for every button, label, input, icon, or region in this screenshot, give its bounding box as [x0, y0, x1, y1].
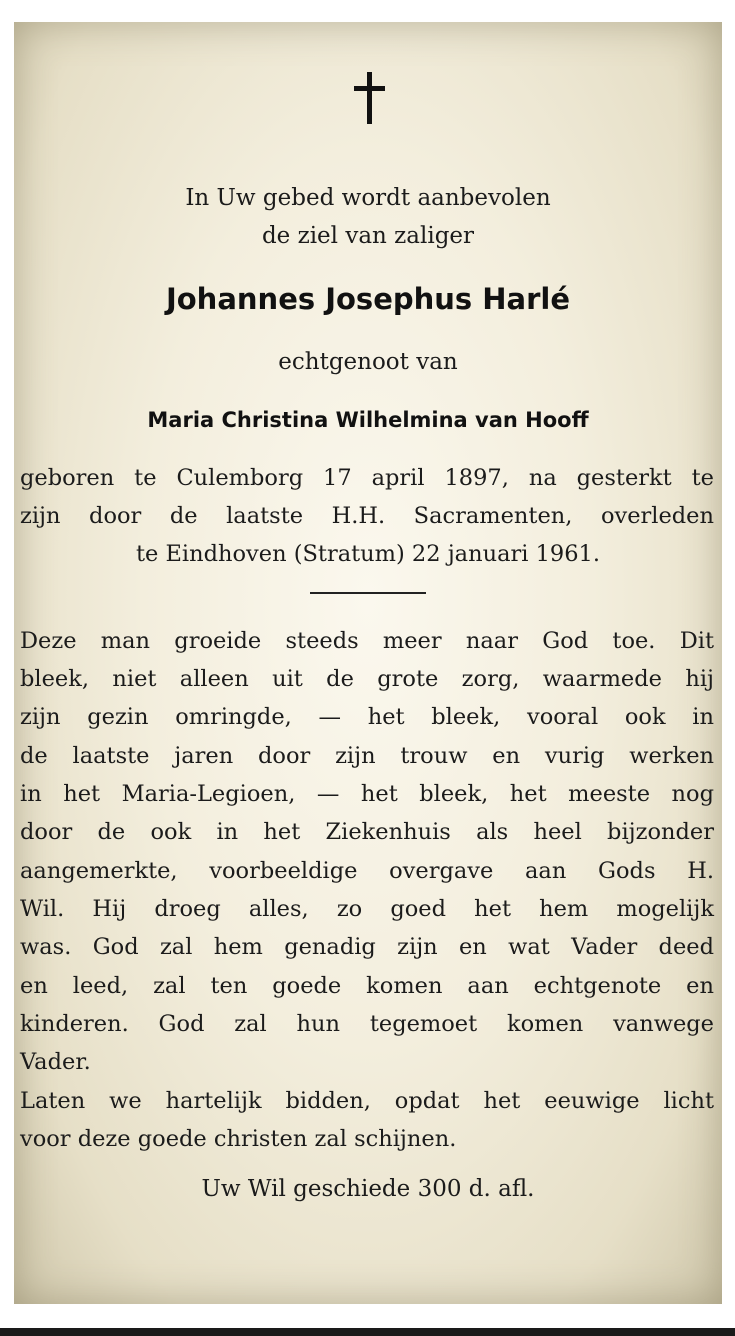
birth-death-line-1: geboren te Culemborg 17 april 1897, na gesterkt te	[20, 465, 714, 491]
cross-horizontal-bar	[354, 86, 385, 91]
text-line-4: de laatste jaren door zijn trouw en vurig werken	[20, 743, 714, 769]
spouse-name: Maria Christina Wilhelmina van Hooff	[147, 408, 589, 432]
text-line-1: Deze man groeide steeds meer naar God toe. Dit	[20, 628, 714, 654]
text-line-9: was. God zal hem genadig zijn en wat Vader deed	[20, 934, 714, 960]
closing-line: Uw Wil geschiede 300 d. afl.	[201, 1176, 535, 1202]
text-line-14: voor deze goede christen zal schijnen.	[20, 1126, 457, 1152]
intro-line-1: In Uw gebed wordt aanbevolen	[185, 185, 551, 211]
text-line-3: zijn gezin omringde, — het bleek, vooral ook in	[20, 704, 714, 730]
birth-death-line-2: zijn door de laatste H.H. Sacramenten, overleden	[20, 503, 714, 529]
text-line-5: in het Maria-Legioen, — het bleek, het meeste nog	[20, 781, 714, 807]
bottom-edge	[0, 1328, 735, 1336]
cross-vertical-bar	[367, 72, 372, 124]
text-line-6: door de ook in het Ziekenhuis als heel bijzonder	[20, 819, 714, 845]
birth-death-line-3: te Eindhoven (Stratum) 22 januari 1961.	[135, 541, 601, 567]
text-line-11: kinderen. God zal hun tegemoet komen vanwege	[20, 1011, 714, 1037]
text-line-8: Wil. Hij droeg alles, zo goed het hem mogelijk	[20, 896, 714, 922]
text-line-10: en leed, zal ten goede komen aan echtgenote en	[20, 973, 714, 999]
intro-line-2: de ziel van zaliger	[261, 223, 475, 249]
spouse-intro: echtgenoot van	[278, 349, 458, 375]
deceased-name: Johannes Josephus Harlé	[165, 282, 571, 316]
latin-cross-icon	[352, 72, 386, 124]
text-line-7: aangemerkte, voorbeeldige overgave aan Gods H.	[20, 858, 714, 884]
text-line-2: bleek, niet alleen uit de grote zorg, waarmede hij	[20, 666, 714, 692]
divider-line	[310, 592, 426, 594]
text-line-12: Vader.	[20, 1049, 91, 1075]
text-line-13: Laten we hartelijk bidden, opdat het eeuwige licht	[20, 1088, 714, 1114]
